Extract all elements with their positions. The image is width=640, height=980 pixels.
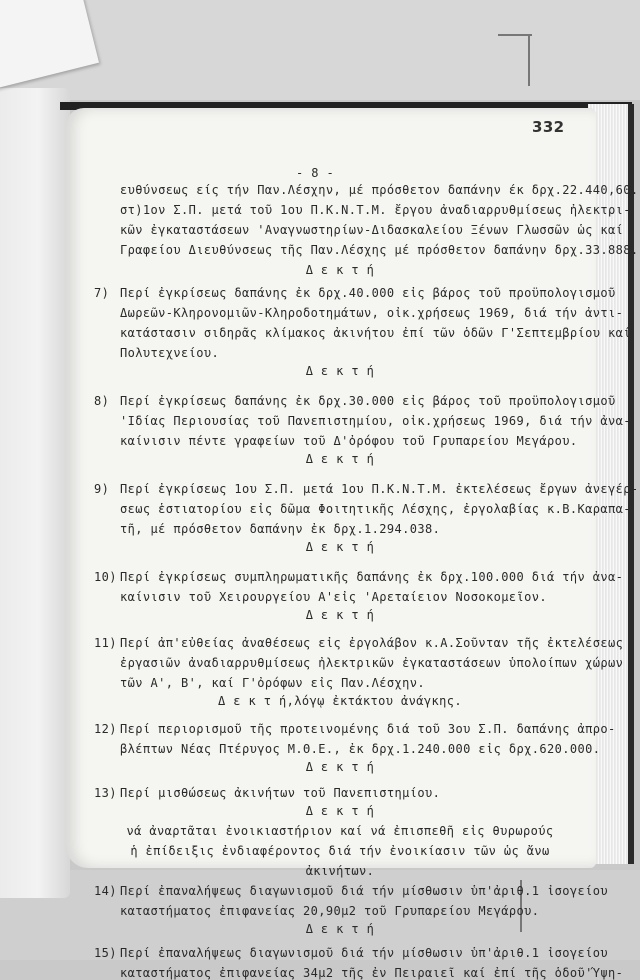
decision-note-line: ἀκινήτων.: [305, 864, 375, 878]
continuation-line: Γραφείου Διευθύνσεως τῆς Παν.Λέσχης μέ πρόσθετον δαπάνην δρχ.33.888.: [120, 243, 639, 257]
item-number: 14): [94, 884, 117, 898]
item-text-line: Περί ἐγκρίσεως δαπάνης ἐκ δρχ.30.000 εἰς βάρος τοῦ προϋπολογισμοῦ: [120, 394, 616, 408]
decision-label: Δ ε κ τ ή: [305, 804, 375, 818]
page-marker: - 8 -: [296, 166, 335, 180]
decision-label: Δ ε κ τ ή: [305, 364, 375, 378]
item-text-line: Περί ἐγκρίσεως συμπληρωματικῆς δαπάνης ἐκ δρχ.100.000 διά τήν ἀνα-: [120, 570, 624, 584]
item-text-line: ἐργασιῶν ἀναδιαρρυθμίσεως ἠλεκτρικῶν ἐγκαταστάσεων ὑπολοίπων χώρων: [120, 656, 624, 670]
item-number: 10): [94, 570, 117, 584]
decision-label: Δ ε κ τ ή: [305, 760, 375, 774]
decision-label: Δ ε κ τ ή: [305, 608, 375, 622]
continuation-line: ευθύνσεως είς τήν Παν.Λέσχην, μέ πρόσθετον δαπάνην έκ δρχ.22.440,60.: [120, 183, 639, 197]
item-number: 15): [94, 946, 117, 960]
item-number: 13): [94, 786, 117, 800]
decision-label: Δ ε κ τ ή: [305, 452, 375, 466]
item-text-line: καίνισιν πέντε γραφείων τοῦ Δ'ὀρόφου τοῦ Γρυπαρείου Μεγάρου.: [120, 434, 578, 448]
decision-note-line: νά ἀναρτᾶται ἐνοικιαστήριον καί νά ἐπισπεθῆ εἰς θυρωρούς: [126, 824, 554, 838]
decision-note-line: ἡ ἐπίδειξις ἐνδιαφέροντος διά τήν ἐνοικίασιν τῶν ὡς ἄνω: [130, 844, 550, 858]
decision-label: Δ ε κ τ ή: [305, 263, 375, 277]
item-text-line: καταστήματος ἐπιφανείας 20,90μ2 τοῦ Γρυπαρείου Μεγάρου.: [120, 904, 540, 918]
item-text-line: Περί μισθώσεως ἀκινήτων τοῦ Πανεπιστημίου.: [120, 786, 441, 800]
item-number: 12): [94, 722, 117, 736]
item-text-line: καίνισιν τοῦ Χειρουργείου Α'εἰς 'Αρεταίειον Νοσοκομεῖον.: [120, 590, 547, 604]
decision-label: Δ ε κ τ ή: [305, 922, 375, 936]
item-text-line: Περί ἐπαναλήψεως διαγωνισμοῦ διά τήν μίσθωσιν ὑπ'ἀριθ.1 ἰσογείου: [120, 946, 608, 960]
item-text-line: Περί ἐγκρίσεως δαπάνης ἐκ δρχ.40.000 εἰς βάρος τοῦ προϋπολογισμοῦ: [120, 286, 616, 300]
continuation-line: κῶν ἐγκαταστάσεων 'Αναγνωστηρίων-Διδασκαλείου Ξένων Γλωσσῶν ὡς καί: [120, 223, 624, 237]
item-number: 7): [94, 286, 110, 300]
item-text-line: Πολυτεχνείου.: [120, 346, 220, 360]
item-text-line: Περί ἐπαναλήψεως διαγωνισμοῦ διά τήν μίσθωσιν ὑπ'ἀριθ.1 ἰσογείου: [120, 884, 608, 898]
scan-mark: [498, 34, 532, 36]
item-text-line: Δωρεῶν-Κληρονομιῶν-Κληροδοτημάτων, οἰκ.χρήσεως 1969, διά τήν ἀντι-: [120, 306, 624, 320]
item-text-line: Περί ἐγκρίσεως 1ου Σ.Π. μετά 1ου Π.Κ.Ν.Τ.Μ. ἐκτελέσεως ἔργων ἀνεγέρ-: [120, 482, 639, 496]
decision-label: Δ ε κ τ ή: [305, 540, 375, 554]
item-number: 11): [94, 636, 117, 650]
item-text-line: τῶν Α', Β', καί Γ'ὀρόφων εἰς Παν.Λέσχην.: [120, 676, 425, 690]
item-number: 8): [94, 394, 110, 408]
page-stamp-number: 332: [532, 118, 565, 136]
item-text-line: κατάστασιν σιδηρᾶς κλίμακος ἀκινήτου ἐπί τῶν ὁδῶν Γ'Σεπτεμβρίου καί: [120, 326, 631, 340]
item-text-line: βλέπτων Νέας Πτέρυγος Μ.Θ.Ε., ἐκ δρχ.1.240.000 εἰς δρχ.620.000.: [120, 742, 601, 756]
left-page-edge: [0, 88, 70, 898]
item-text-line: τῆ, μέ πρόσθετον δαπάνην ἐκ δρχ.1.294.038.: [120, 522, 441, 536]
item-text-line: σεως ἑστιατορίου εἰς δῶμα Φοιτητικῆς Λέσχης, ἐργολαβίας κ.Β.Καραπα-: [120, 502, 631, 516]
item-text-line: 'Ιδίας Περιουσίας τοῦ Πανεπιστημίου, οἰκ.χρήσεως 1969, διά τήν ἀνα-: [120, 414, 631, 428]
item-text-line: καταστήματος ἐπιφανείας 34μ2 τῆς ἐν Πειραιεῖ καί ἐπί τῆς ὁδοῦ'Ύψη-: [120, 966, 624, 980]
item-text-line: Περί περιορισμοῦ τῆς προτεινομένης διά τοῦ 3ου Σ.Π. δαπάνης ἀπρο-: [120, 722, 616, 736]
item-number: 9): [94, 482, 110, 496]
item-text-line: Περί ἀπ'εὐθείας ἀναθέσεως εἰς ἐργολάβον κ.Α.Σοῦνταν τῆς ἐκτελέσεως: [120, 636, 624, 650]
continuation-line: στ)1ον Σ.Π. μετά τοῦ 1ου Π.Κ.Ν.Τ.Μ. ἔργου ἀναδιαρρυθμίσεως ἠλεκτρι-: [120, 203, 631, 217]
decision-label: Δ ε κ τ ή,λόγῳ ἐκτάκτου ἀνάγκης.: [218, 694, 462, 708]
scan-mark: [528, 34, 530, 86]
